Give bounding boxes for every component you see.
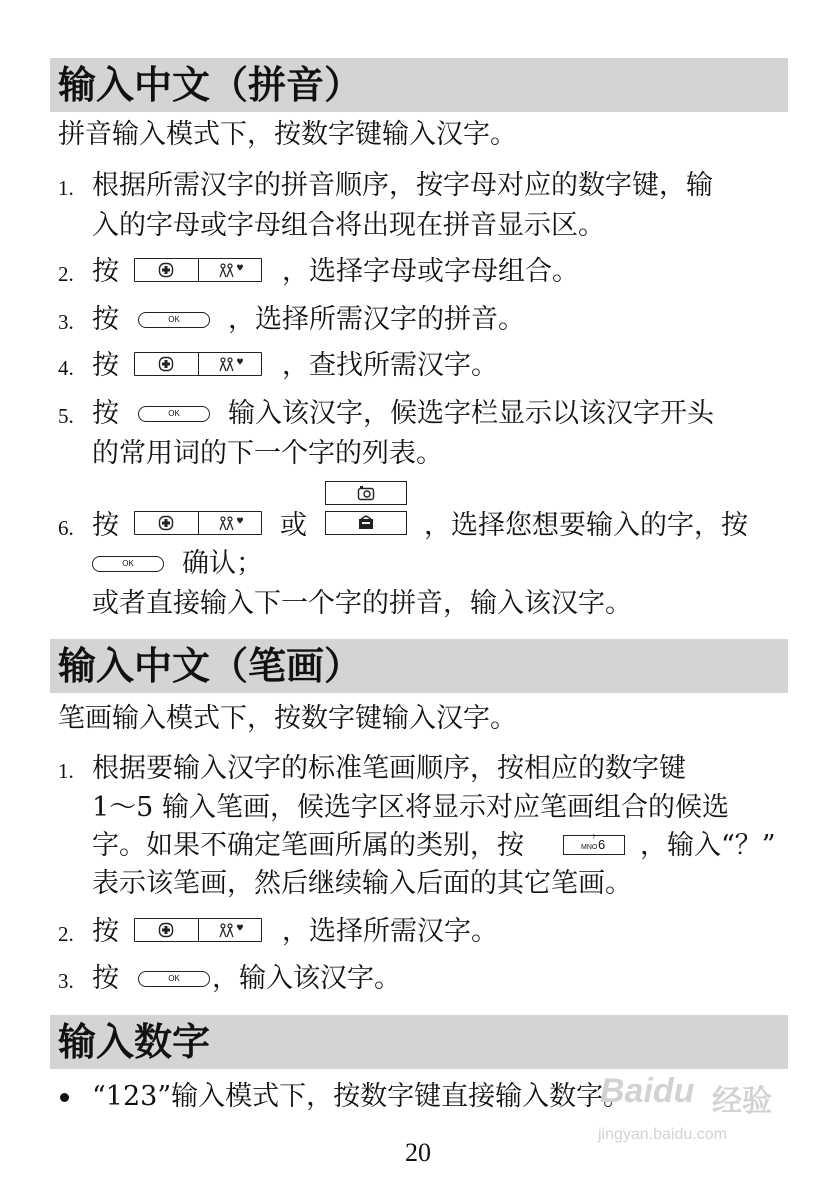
step-text: 根据所需汉字的拼音顺序，按字母对应的数字键，输 [92, 170, 713, 201]
step-number: 2. [58, 922, 74, 946]
page-number: 20 [405, 1138, 431, 1167]
bullet-text: “123”输入模式下，按数字键直接输入数字。 [92, 1081, 631, 1112]
watermark-cn: 经验 [712, 1085, 772, 1118]
people-heart-icon [198, 919, 262, 941]
ok-key: OK [92, 556, 164, 572]
step-number: 1. [58, 176, 74, 200]
section-title: 输入中文（拼音） [58, 63, 363, 107]
step-text: 的常用词的下一个字的列表。 [92, 438, 443, 469]
step-text: 按 [92, 350, 119, 381]
up-down-keys [134, 918, 262, 942]
step-text: 或者直接输入下一个字的拼音，输入该汉字。 [92, 588, 632, 619]
step-number: 3. [58, 969, 74, 993]
step-text: ，选择所需汉字。 [282, 916, 498, 947]
step-text: ，选择您想要输入的字，按 [424, 510, 748, 541]
step-text: ，查找所需汉字。 [282, 350, 498, 381]
key-letters: MNO [581, 844, 598, 851]
step-text: 输入该汉字，候选字栏显示以该汉字开头 [228, 398, 714, 429]
step-text: 按 [92, 963, 119, 994]
section-banner-pinyin [50, 58, 788, 112]
step-text: 或 [280, 510, 307, 541]
phonebook-plus-icon [135, 919, 198, 941]
step-text: ，输入“？” [640, 830, 776, 861]
watermark-brand: Baidu [600, 1072, 695, 1110]
section-banner-digits [50, 1015, 788, 1069]
intro-text: 笔画输入模式下，按数字键输入汉字。 [58, 703, 517, 734]
step-number: 5. [58, 404, 74, 428]
key-symbol: ? [592, 835, 596, 841]
watermark-url: jingyan.baidu.com [598, 1126, 727, 1143]
step-text: ，输入该汉字。 [212, 963, 401, 994]
camera-icon [357, 485, 375, 501]
section-title: 输入数字 [58, 1020, 211, 1064]
step-text: 按 [92, 398, 119, 429]
step-text: 按 [92, 510, 119, 541]
phonebook-plus-icon [135, 512, 198, 534]
people-heart-icon [198, 353, 262, 375]
section-banner-stroke [50, 639, 788, 693]
step-text: ，选择字母或字母组合。 [282, 256, 579, 287]
ok-key: OK [138, 406, 210, 422]
people-heart-icon [198, 259, 262, 281]
step-text: 按 [92, 256, 119, 287]
step-text: 表示该笔画，然后继续输入后面的其它笔画。 [92, 868, 632, 899]
bullet-dot [60, 1093, 69, 1102]
people-heart-icon [198, 512, 262, 534]
ok-key: OK [138, 312, 210, 328]
step-number: 4. [58, 356, 74, 380]
up-down-keys [134, 511, 262, 535]
step-text: 根据要输入汉字的标准笔画顺序，按相应的数字键 [92, 753, 686, 784]
up-down-keys [134, 258, 262, 282]
step-number: 2. [58, 262, 74, 286]
phonebook-plus-icon [135, 259, 198, 281]
intro-text: 拼音输入模式下，按数字键输入汉字。 [58, 119, 517, 150]
section-title: 输入中文（笔画） [58, 644, 363, 688]
step-text: 字。如果不确定笔画所属的类别，按 [92, 830, 524, 861]
step-text: 确认； [182, 548, 263, 579]
step-text: ，选择所需汉字的拼音。 [228, 304, 525, 335]
mno-6-key [563, 835, 625, 855]
left-soft-key [325, 481, 407, 505]
ok-key: OK [138, 971, 210, 987]
step-number: 1. [58, 759, 74, 783]
key-digit: 6 [598, 837, 606, 852]
phonebook-plus-icon [135, 353, 198, 375]
step-text: 1～5 输入笔画，候选字区将显示对应笔画组合的候选 [92, 792, 729, 823]
step-text: 按 [92, 304, 119, 335]
up-down-keys [134, 352, 262, 376]
sms-icon [357, 515, 375, 531]
step-text: 按 [92, 916, 119, 947]
step-text: 入的字母或字母组合将出现在拼音显示区。 [92, 210, 605, 241]
step-number: 6. [58, 516, 74, 540]
right-soft-key [325, 511, 407, 535]
step-number: 3. [58, 310, 74, 334]
